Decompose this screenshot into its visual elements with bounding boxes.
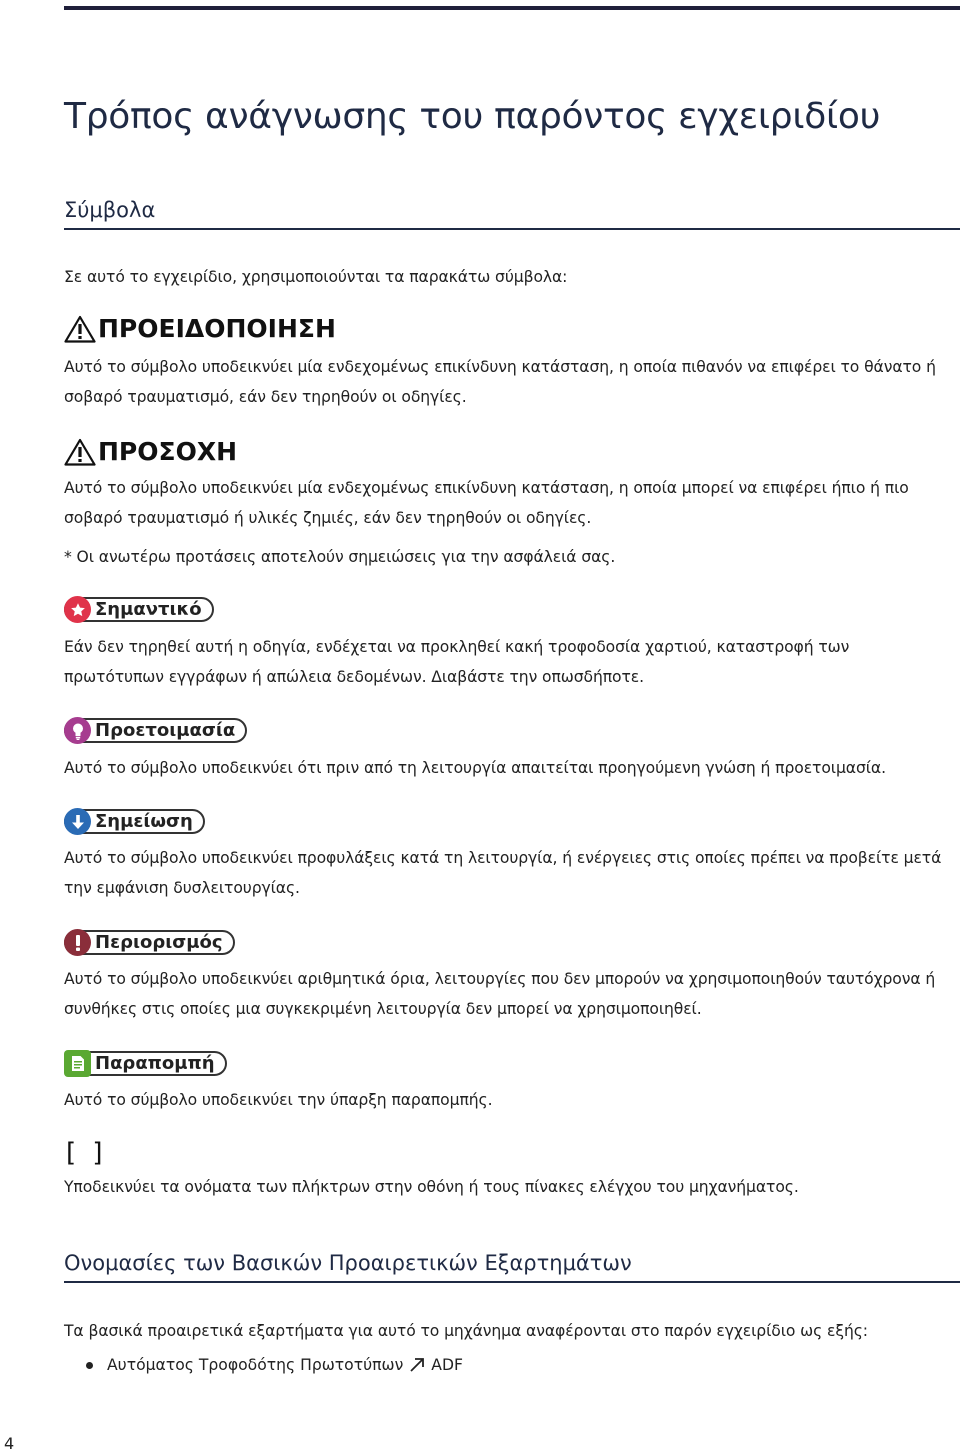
reference-label: Παραπομπή [95,1053,215,1074]
list-item [86,1356,463,1374]
symbols-heading: Σύμβολα [64,198,960,230]
note-text: Αυτό το σύμβολο υποδεικνύει προφυλάξεις κατά τη λειτουργία, ή ενέργειες στις οποίες πρέπει να προβείτε μετά την εμφάνιση δυσλειτουργίας. [64,849,942,897]
right-arrow-icon [409,1357,427,1373]
lightbulb-icon [64,717,91,744]
option-full-name: Αυτόματος Τροφοδότης Πρωτοτύπων [107,1356,404,1374]
caution-text: Αυτό το σύμβολο υποδεικνύει μία ενδεχομένως επικίνδυνη κατάσταση, η οποία μπορεί να επιφέρει ήπιο ή πιο σοβαρό τραυματισμό ή υλικές ζημιές, εάν δεν τηρηθούν οι οδηγίες. [64,479,909,527]
warning-heading [64,314,336,343]
note-badge [64,809,205,834]
preparation-text: Αυτό το σύμβολο υποδεικνύει ότι πριν από τη λειτουργία απαιτείται προηγούμενη γνώση ή προετοιμασία. [64,759,886,777]
star-icon [64,596,91,623]
page-title: Τρόπος ανάγνωσης του παρόντος εγχειριδίου [64,96,881,137]
reference-text: Αυτό το σύμβολο υποδεικνύει την ύπαρξη παραπομπής. [64,1091,493,1109]
exclamation-icon [64,929,91,956]
symbols-intro: Σε αυτό το εγχειρίδιο, χρησιμοποιούνται τα παρακάτω σύμβολα: [64,268,568,286]
important-badge [64,597,214,622]
preparation-label: Προετοιμασία [95,720,236,741]
reference-badge [64,1051,227,1076]
important-text: Εάν δεν τηρηθεί αυτή η οδηγία, ενδέχεται να προκληθεί κακή τροφοδοσία χαρτιού, καταστροφή των πρωτότυπων εγγράφων ή απώλεια δεδομένων. Διαβάστε την οπωσδήποτε. [64,638,850,686]
warning-triangle-icon [64,438,96,466]
options-intro: Τα βασικά προαιρετικά εξαρτήματα για αυτό το μηχάνημα αναφέρονται στο παρόν εγχειρίδιο ως εξής: [64,1322,868,1340]
page-number: 4 [4,1434,15,1453]
caution-heading [64,437,237,466]
important-label: Σημαντικό [95,599,202,620]
down-arrow-icon [64,808,91,835]
limitation-label: Περιορισμός [95,932,223,953]
warning-label: ΠΡΟΕΙΔΟΠΟΙΗΣΗ [98,314,336,343]
note-label: Σημείωση [95,811,193,832]
preparation-badge [64,718,247,743]
warning-text: Αυτό το σύμβολο υποδεικνύει μία ενδεχομένως επικίνδυνη κατάσταση, η οποία πιθανόν να επιφέρει το θάνατο ή σοβαρό τραυματισμό, εάν δεν τηρηθούν οι οδηγίες. [64,358,936,406]
document-icon [64,1050,91,1077]
options-heading: Ονομασίες των Βασικών Προαιρετικών Εξαρτημάτων [64,1251,960,1283]
option-short-name: ADF [431,1356,463,1374]
safety-note: * Οι ανωτέρω προτάσεις αποτελούν σημειώσεις για την ασφάλειά σας. [64,548,616,566]
bullet-icon [86,1362,93,1369]
limitation-text: Αυτό το σύμβολο υποδεικνύει αριθμητικά όρια, λειτουργίες που δεν μπορούν να χρησιμοποιηθούν ταυτόχρονα ή συνθήκες στις οποίες μια συγκεκριμένη λειτουργία δεν μπορεί να χρησιμοποιηθεί. [64,970,936,1018]
warning-triangle-icon [64,315,96,343]
caution-label: ΠΡΟΣΟΧΗ [98,437,238,466]
brackets-text: Υποδεικνύει τα ονόματα των πλήκτρων στην οθόνη ή τους πίνακες ελέγχου του μηχανήματος. [64,1178,799,1196]
top-rule [64,6,960,10]
brackets-symbol: [ ] [66,1138,107,1168]
limitation-badge [64,930,235,955]
